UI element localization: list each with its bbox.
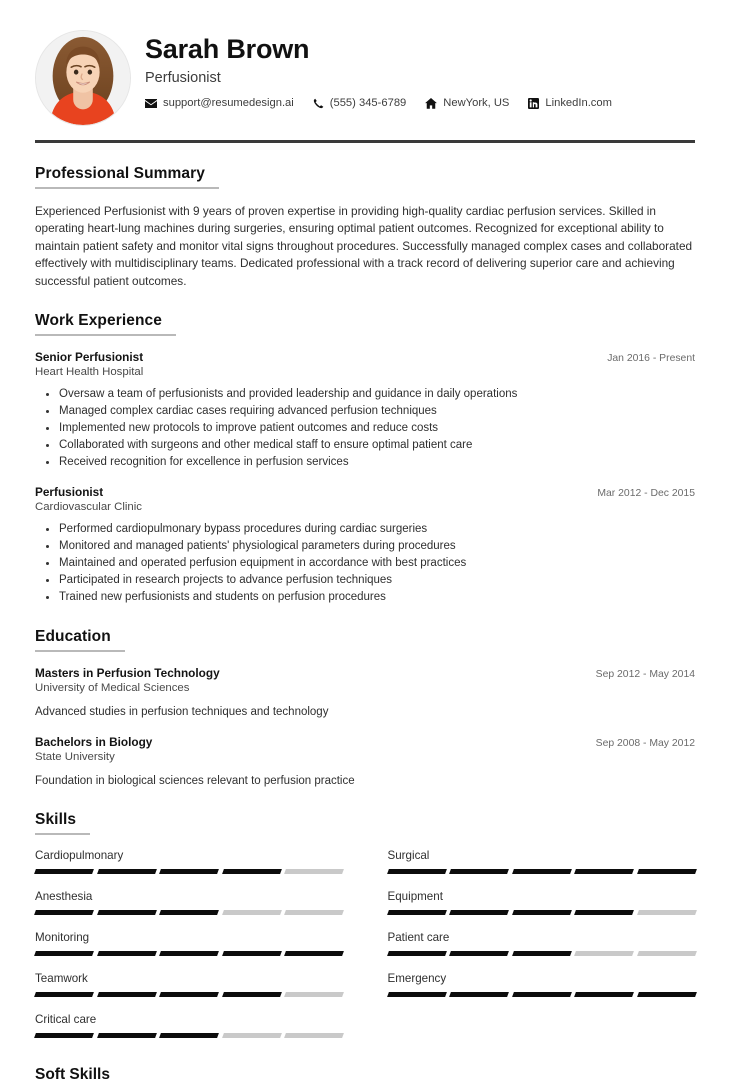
contact-row <box>145 97 695 109</box>
section-work-experience <box>35 312 695 606</box>
skill-segment-filled <box>284 951 343 956</box>
skill-segment-filled <box>637 869 696 874</box>
section-title-soft-skills: Soft Skills <box>35 1065 110 1083</box>
experience-entry <box>35 485 695 606</box>
contact-linkedin[interactable] <box>528 97 612 109</box>
skill-segment-filled <box>637 992 696 997</box>
skill-rating-bar <box>35 1033 343 1038</box>
skill-label: Cardiopulmonary <box>35 848 124 862</box>
skill-segment-empty <box>284 869 343 874</box>
skill-segment-filled <box>222 951 281 956</box>
skill-segment-filled <box>159 910 218 915</box>
education-institution: State University <box>35 750 115 763</box>
skill-segment-filled <box>222 869 281 874</box>
section-professional-summary <box>35 165 695 290</box>
education-degree: Bachelors in Biology <box>35 734 153 749</box>
skills-grid <box>35 849 695 1054</box>
skill-segment-filled <box>387 951 446 956</box>
skill-segment-filled <box>159 951 218 956</box>
skill-segment-filled <box>449 869 508 874</box>
skill-item <box>35 931 343 956</box>
education-description: Advanced studies in perfusion techniques and technology <box>35 706 329 719</box>
skill-segment-filled <box>387 869 446 874</box>
skill-item <box>35 972 343 997</box>
skill-rating-bar <box>35 869 343 874</box>
experience-bullet-list <box>35 386 695 471</box>
skill-segment-filled <box>574 910 633 915</box>
skill-segment-filled <box>449 951 508 956</box>
skill-item <box>35 849 343 874</box>
candidate-name: Sarah Brown <box>145 34 310 64</box>
education-date: Sep 2012 - May 2014 <box>595 669 695 681</box>
section-education <box>35 628 695 788</box>
contact-phone-text: (555) 345-6789 <box>329 97 407 110</box>
section-title-skills: Skills <box>35 811 90 835</box>
linkedin-icon <box>528 98 539 109</box>
list-item: Oversaw a team of perfusionists and provided leadership and guidance in daily operations <box>57 386 695 403</box>
skill-segment-filled <box>97 992 156 997</box>
skill-label: Teamwork <box>35 971 88 985</box>
experience-organization: Cardiovascular Clinic <box>35 501 142 514</box>
list-item: Managed complex cardiac cases requiring advanced perfusion techniques <box>57 403 695 420</box>
skill-segment-filled <box>512 910 571 915</box>
skill-segment-filled <box>34 951 93 956</box>
education-date: Sep 2008 - May 2012 <box>595 737 695 749</box>
envelope-icon <box>145 99 157 108</box>
skills-column-right <box>388 849 696 1054</box>
skill-segment-empty <box>637 951 696 956</box>
skill-segment-empty <box>222 910 281 915</box>
education-institution: University of Medical Sciences <box>35 682 190 695</box>
skill-segment-filled <box>574 992 633 997</box>
skill-segment-empty <box>284 1033 343 1038</box>
skill-label: Equipment <box>387 889 443 903</box>
list-item: Trained new perfusionists and students on perfusion procedures <box>57 589 695 606</box>
skills-column-left <box>35 849 343 1054</box>
skill-rating-bar <box>35 951 343 956</box>
experience-date: Mar 2012 - Dec 2015 <box>597 488 695 500</box>
experience-organization: Heart Health Hospital <box>35 366 144 379</box>
skill-segment-empty <box>637 910 696 915</box>
skill-segment-filled <box>34 992 93 997</box>
list-item: Monitored and managed patients' physiological parameters during procedures <box>57 538 695 555</box>
contact-location-text: NewYork, US <box>443 97 510 110</box>
skill-segment-filled <box>387 910 446 915</box>
skill-item <box>388 931 696 956</box>
skill-segment-filled <box>159 992 218 997</box>
section-skills <box>35 811 695 1054</box>
list-item: Implemented new protocols to improve patient outcomes and reduce costs <box>57 420 695 437</box>
skill-segment-filled <box>97 1033 156 1038</box>
skill-item <box>388 849 696 874</box>
list-item: Performed cardiopulmonary bypass procedures during cardiac surgeries <box>57 521 695 538</box>
skill-segment-filled <box>574 869 633 874</box>
skill-label: Monitoring <box>35 930 90 944</box>
avatar <box>35 30 131 126</box>
skill-segment-filled <box>34 869 93 874</box>
experience-title: Perfusionist <box>35 485 104 500</box>
contact-linkedin-text: LinkedIn.com <box>545 97 612 110</box>
skill-segment-filled <box>97 869 156 874</box>
skill-item <box>35 1013 343 1038</box>
skill-segment-filled <box>34 1033 93 1038</box>
skill-rating-bar <box>388 869 696 874</box>
skill-item <box>388 972 696 997</box>
education-degree: Masters in Perfusion Technology <box>35 666 220 681</box>
skill-segment-empty <box>222 1033 281 1038</box>
skill-item <box>35 890 343 915</box>
education-entry <box>35 666 695 720</box>
skill-rating-bar <box>35 992 343 997</box>
education-entry <box>35 735 695 789</box>
section-title-education: Education <box>35 628 125 652</box>
experience-entry <box>35 350 695 471</box>
contact-email[interactable] <box>145 97 294 109</box>
skill-segment-empty <box>284 910 343 915</box>
skill-segment-filled <box>449 992 508 997</box>
skill-segment-filled <box>34 910 93 915</box>
skill-segment-filled <box>512 951 571 956</box>
skill-segment-filled <box>159 1033 218 1038</box>
education-description: Foundation in biological sciences relevant to perfusion practice <box>35 774 355 787</box>
phone-icon <box>313 98 324 109</box>
skill-rating-bar <box>388 951 696 956</box>
contact-email-text: support@resumedesign.ai <box>163 97 294 110</box>
skill-segment-filled <box>449 910 508 915</box>
skill-label: Anesthesia <box>35 889 93 903</box>
skill-label: Critical care <box>35 1012 97 1026</box>
skill-rating-bar <box>35 910 343 915</box>
skill-label: Surgical <box>387 848 430 862</box>
skill-segment-filled <box>222 992 281 997</box>
header-divider <box>35 140 695 143</box>
header-text-block <box>131 26 695 109</box>
list-item: Received recognition for excellence in perfusion services <box>57 454 695 471</box>
resume-header <box>35 0 695 132</box>
list-item: Collaborated with surgeons and other medical staff to ensure optimal patient care <box>57 437 695 454</box>
skill-segment-filled <box>512 869 571 874</box>
skill-rating-bar <box>388 992 696 997</box>
avatar-photo <box>36 31 130 125</box>
experience-bullet-list <box>35 521 695 606</box>
home-icon <box>425 98 437 109</box>
skill-segment-filled <box>387 992 446 997</box>
summary-text: Experienced Perfusionist with 9 years of proven expertise in providing high-quality cardiac perfusion services. Skilled in operating heart-lung machines during surgeries, ensuring optimal patient outcomes. Recognized for exceptional ability to maintain patient safety and monitor vital signs throughout procedures. Successfully managed complex cases and collaborated effectively with multidisciplinary teams. Dedicated professional with a track record of delivering superior care and achieving successful patient outcomes. <box>35 204 693 288</box>
list-item: Maintained and operated perfusion equipment in accordance with best practices <box>57 555 695 572</box>
skill-segment-empty <box>574 951 633 956</box>
skill-rating-bar <box>388 910 696 915</box>
experience-title: Senior Perfusionist <box>35 350 144 365</box>
contact-location[interactable] <box>425 97 509 109</box>
skill-item <box>388 890 696 915</box>
list-item: Participated in research projects to advance perfusion techniques <box>57 572 695 589</box>
candidate-job-title: Perfusionist <box>145 70 221 87</box>
skill-label: Emergency <box>387 971 447 985</box>
skill-segment-filled <box>97 951 156 956</box>
skill-segment-filled <box>97 910 156 915</box>
section-title-summary: Professional Summary <box>35 165 219 189</box>
skill-label: Patient care <box>387 930 450 944</box>
skill-segment-filled <box>159 869 218 874</box>
skill-segment-filled <box>512 992 571 997</box>
experience-date: Jan 2016 - Present <box>607 353 695 365</box>
skill-segment-empty <box>284 992 343 997</box>
section-title-experience: Work Experience <box>35 312 176 336</box>
contact-phone[interactable] <box>313 97 407 109</box>
